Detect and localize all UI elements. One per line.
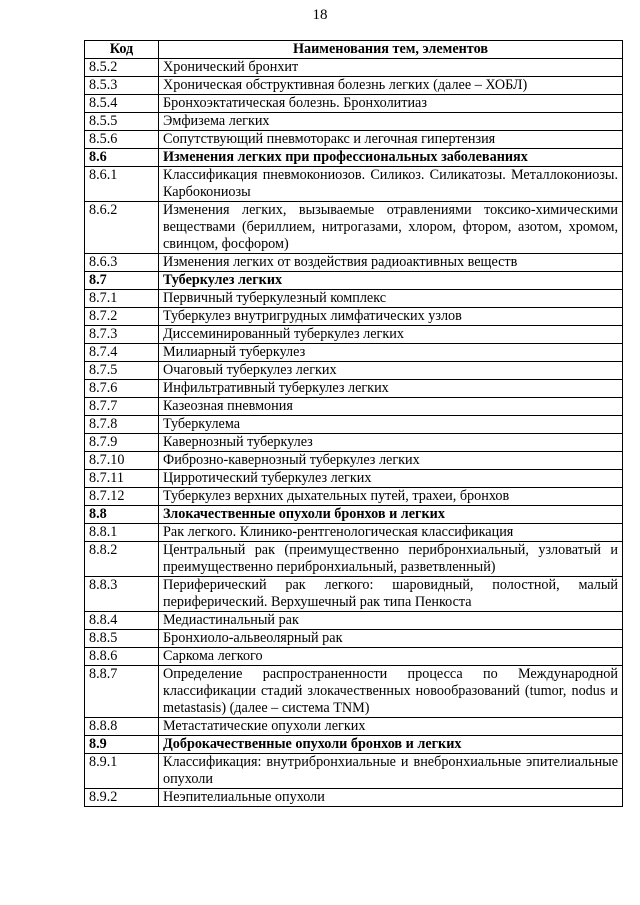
table-row <box>85 612 623 630</box>
header-name: Наименования тем, элементов <box>159 41 623 59</box>
table-row <box>85 308 623 326</box>
row-name: Цирротический туберкулез легких <box>159 470 623 488</box>
row-name: Определение распространенности процесса по Международной классификации стадий злокачественных новообразований (tumor, nodus и metastasis) (далее – система TNM) <box>159 666 623 718</box>
section-row <box>85 272 623 290</box>
row-name: Рак легкого. Клинико-рентгенологическая классификация <box>159 524 623 542</box>
row-name: Бронхоэктатическая болезнь. Бронхолитиаз <box>159 95 623 113</box>
row-name: Милиарный туберкулез <box>159 344 623 362</box>
table-row <box>85 666 623 718</box>
row-code: 8.7 <box>85 272 159 290</box>
row-name: Изменения легких, вызываемые отравлениями токсико-химическими веществами (бериллием, нитрогазами, хлором, фтором, азотом, хромом, свинцом, фосфором) <box>159 202 623 254</box>
section-row <box>85 506 623 524</box>
row-code: 8.6 <box>85 149 159 167</box>
row-code: 8.7.4 <box>85 344 159 362</box>
row-name: Туберкулема <box>159 416 623 434</box>
header-code: Код <box>85 41 159 59</box>
row-name: Злокачественные опухоли бронхов и легких <box>159 506 623 524</box>
row-code: 8.6.2 <box>85 202 159 254</box>
row-code: 8.6.3 <box>85 254 159 272</box>
row-code: 8.8 <box>85 506 159 524</box>
table-row <box>85 380 623 398</box>
table-row <box>85 77 623 95</box>
row-name: Эмфизема легких <box>159 113 623 131</box>
table-row <box>85 59 623 77</box>
row-name: Хронический бронхит <box>159 59 623 77</box>
row-name: Метастатические опухоли легких <box>159 718 623 736</box>
section-row <box>85 736 623 754</box>
row-code: 8.7.3 <box>85 326 159 344</box>
table-header-row <box>85 41 623 59</box>
table-row <box>85 326 623 344</box>
row-code: 8.9 <box>85 736 159 754</box>
row-code: 8.8.7 <box>85 666 159 718</box>
table-row <box>85 95 623 113</box>
row-code: 8.7.9 <box>85 434 159 452</box>
table-row <box>85 254 623 272</box>
table-row <box>85 398 623 416</box>
row-code: 8.7.5 <box>85 362 159 380</box>
row-name: Саркома легкого <box>159 648 623 666</box>
row-name: Неэпителиальные опухоли <box>159 789 623 807</box>
row-code: 8.5.3 <box>85 77 159 95</box>
table-row <box>85 362 623 380</box>
row-name: Инфильтративный туберкулез легких <box>159 380 623 398</box>
row-name: Туберкулез верхних дыхательных путей, трахеи, бронхов <box>159 488 623 506</box>
table-row <box>85 131 623 149</box>
topics-table <box>84 40 623 807</box>
row-name: Кавернозный туберкулез <box>159 434 623 452</box>
row-code: 8.8.4 <box>85 612 159 630</box>
row-code: 8.6.1 <box>85 167 159 202</box>
table-row <box>85 789 623 807</box>
row-code: 8.7.10 <box>85 452 159 470</box>
row-code: 8.8.2 <box>85 542 159 577</box>
table-row <box>85 113 623 131</box>
table-row <box>85 630 623 648</box>
row-code: 8.5.2 <box>85 59 159 77</box>
row-code: 8.8.3 <box>85 577 159 612</box>
row-name: Доброкачественные опухоли бронхов и легких <box>159 736 623 754</box>
row-name: Туберкулез внутригрудных лимфатических узлов <box>159 308 623 326</box>
row-name: Бронхиоло-альвеолярный рак <box>159 630 623 648</box>
table-row <box>85 470 623 488</box>
row-name: Диссеминированный туберкулез легких <box>159 326 623 344</box>
table-row <box>85 542 623 577</box>
row-code: 8.8.6 <box>85 648 159 666</box>
row-name: Изменения легких от воздействия радиоактивных веществ <box>159 254 623 272</box>
row-name: Центральный рак (преимущественно перибронхиальный, узловатый и преимущественно перибронхиальный, разветвленный) <box>159 542 623 577</box>
row-name: Изменения легких при профессиональных заболеваниях <box>159 149 623 167</box>
row-name: Первичный туберкулезный комплекс <box>159 290 623 308</box>
page-number: 18 <box>312 7 328 23</box>
table-row <box>85 754 623 789</box>
row-code: 8.5.5 <box>85 113 159 131</box>
table-row <box>85 344 623 362</box>
table-row <box>85 718 623 736</box>
row-code: 8.8.8 <box>85 718 159 736</box>
table-row <box>85 524 623 542</box>
row-code: 8.7.6 <box>85 380 159 398</box>
row-name: Туберкулез легких <box>159 272 623 290</box>
row-code: 8.8.1 <box>85 524 159 542</box>
table-row <box>85 416 623 434</box>
row-name: Сопутствующий пневмоторакс и легочная гипертензия <box>159 131 623 149</box>
table-row <box>85 290 623 308</box>
row-name: Очаговый туберкулез легких <box>159 362 623 380</box>
row-name: Классификация: внутрибронхиальные и внебронхиальные эпителиальные опухоли <box>159 754 623 789</box>
section-row <box>85 149 623 167</box>
row-code: 8.7.2 <box>85 308 159 326</box>
row-code: 8.9.1 <box>85 754 159 789</box>
row-code: 8.8.5 <box>85 630 159 648</box>
table-row <box>85 167 623 202</box>
table-row <box>85 434 623 452</box>
table-row <box>85 648 623 666</box>
table-row <box>85 202 623 254</box>
row-name: Фиброзно-кавернозный туберкулез легких <box>159 452 623 470</box>
row-name: Классификация пневмокониозов. Силикоз. Силикатозы. Металлокониозы. Карбокониозы <box>159 167 623 202</box>
row-code: 8.7.7 <box>85 398 159 416</box>
row-name: Медиастинальный рак <box>159 612 623 630</box>
row-name: Хроническая обструктивная болезнь легких (далее – ХОБЛ) <box>159 77 623 95</box>
row-name: Периферический рак легкого: шаровидный, полостной, малый периферический. Верхушечный рак типа Пенкоста <box>159 577 623 612</box>
row-code: 8.7.12 <box>85 488 159 506</box>
row-code: 8.7.8 <box>85 416 159 434</box>
row-code: 8.9.2 <box>85 789 159 807</box>
row-name: Казеозная пневмония <box>159 398 623 416</box>
row-code: 8.5.6 <box>85 131 159 149</box>
table-row <box>85 452 623 470</box>
row-code: 8.7.11 <box>85 470 159 488</box>
row-code: 8.5.4 <box>85 95 159 113</box>
table-row <box>85 488 623 506</box>
row-code: 8.7.1 <box>85 290 159 308</box>
table-row <box>85 577 623 612</box>
